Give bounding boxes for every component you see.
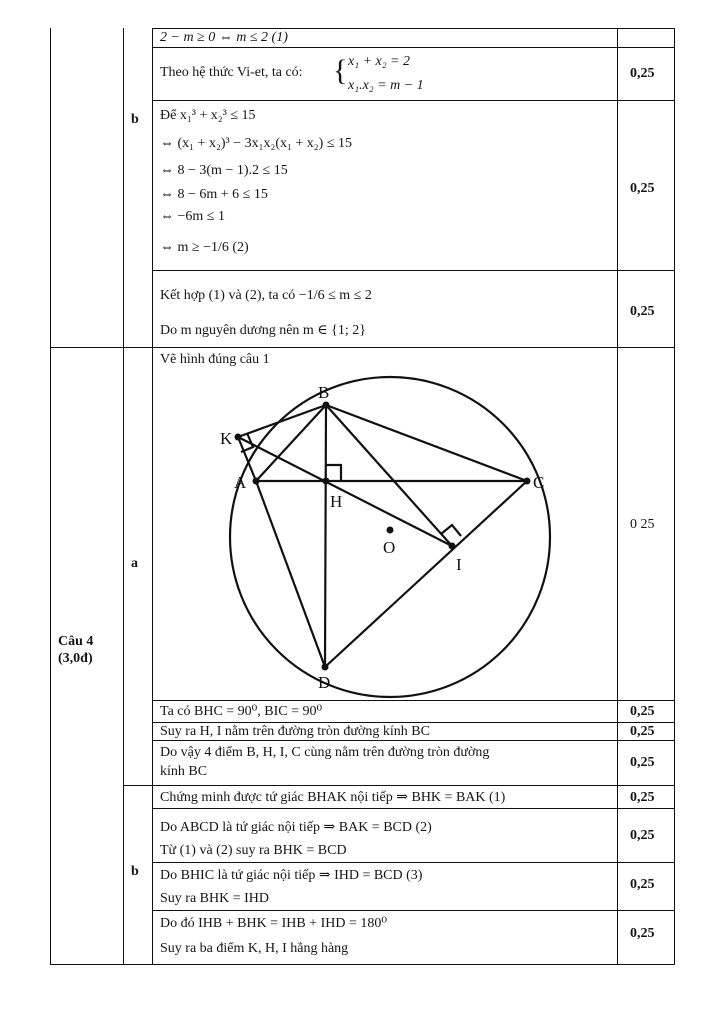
proof-line: Từ (1) và (2) suy ra BHK = BCD <box>160 843 347 858</box>
table-col-divider-3 <box>617 28 618 965</box>
row-line <box>152 910 674 911</box>
row-line <box>152 722 674 723</box>
row-line <box>152 100 674 101</box>
right-angle-i <box>441 525 461 536</box>
proof-line: Do ABCD là tứ giác nội tiếp ⇒ BAK = BCD (2) <box>160 820 432 835</box>
combine-line: Kết hợp (1) và (2), ta có −1/6 ≤ m ≤ 2 <box>160 288 372 303</box>
row-line <box>152 862 674 863</box>
math-line: ⇔ 8 − 6m + 6 ≤ 15 <box>160 187 268 202</box>
table-right-border <box>674 28 675 965</box>
score: 0,25 <box>630 304 655 319</box>
table-left-border <box>50 28 51 965</box>
table-bottom-border <box>50 964 675 965</box>
point-k <box>235 434 242 441</box>
row-line <box>152 700 674 701</box>
point-d <box>322 664 329 671</box>
question-label: Câu 4 <box>58 634 94 649</box>
math-line: ⇔ 8 − 3(m − 1).2 ≤ 15 <box>160 163 288 178</box>
label-a: A <box>234 473 247 492</box>
point-o <box>387 527 394 534</box>
score: 0,25 <box>630 828 655 843</box>
circle-o <box>230 377 550 697</box>
score: 0,25 <box>630 926 655 941</box>
table-col-divider-2 <box>152 28 153 965</box>
row-line <box>152 47 674 48</box>
table-col-divider-1 <box>123 28 124 965</box>
part-label-b: b <box>131 864 139 879</box>
proof-line: Do BHIC là tứ giác nội tiếp ⇒ IHD = BCD (3) <box>160 868 423 883</box>
row-line <box>152 808 674 809</box>
point-c <box>524 478 531 485</box>
proof-line: Chứng minh được tứ giác BHAK nội tiếp ⇒ BHK = BAK (1) <box>160 790 506 805</box>
score: 0 25 <box>630 517 655 532</box>
label-k: K <box>220 429 233 448</box>
segment-dc <box>325 481 527 667</box>
proof-line: kính BC <box>160 764 208 779</box>
math-line: ⇔ −6m ≤ 1 <box>160 209 225 224</box>
row-line <box>152 270 674 271</box>
segment-bi <box>326 405 452 546</box>
segment-bd <box>325 405 326 667</box>
proof-line: Do đó IHB + BHK = IHB + IHD = 180⁰ <box>160 916 387 931</box>
part-label-b: b <box>131 112 139 127</box>
score: 0,25 <box>630 66 655 81</box>
segment-kb <box>238 405 326 437</box>
point-i <box>449 543 456 550</box>
subsection-divider <box>123 785 674 786</box>
proof-line: Suy ra BHK = IHD <box>160 891 269 906</box>
row-line <box>152 28 674 29</box>
label-b: B <box>318 383 330 402</box>
segment-bc <box>326 405 527 481</box>
geometry-figure <box>200 370 560 700</box>
point-h <box>323 478 330 485</box>
figure-title: Vẽ hình đúng câu 1 <box>160 352 270 367</box>
math-line: Để x₁³ + x₂³ ≤ 15 <box>160 108 256 123</box>
segment-ki <box>238 437 452 546</box>
vieta-intro: Theo hệ thức Vi-et, ta có: <box>160 65 303 80</box>
proof-line: Suy ra ba điểm K, H, I hẳng hàng <box>160 941 349 956</box>
segment-ba <box>256 405 326 481</box>
label-o: O <box>383 538 396 557</box>
score: 0,25 <box>630 755 655 770</box>
score: 0,25 <box>630 877 655 892</box>
system-brace: { <box>333 54 348 87</box>
vieta-product: x₁.x₂ = m − 1 <box>348 78 424 93</box>
label-d: D <box>318 673 331 692</box>
vieta-sum: x₁ + x₂ = 2 <box>348 54 411 69</box>
proof-line: Ta có BHC = 90⁰, BIC = 90⁰ <box>160 704 323 719</box>
condition-line: 2 − m ≥ 0 ⇔ m ≤ 2 (1) <box>160 30 288 45</box>
math-line: ⇔ m ≥ −1/6 (2) <box>160 240 249 255</box>
point-b <box>323 402 330 409</box>
point-a <box>253 478 260 485</box>
score: 0,25 <box>630 704 655 719</box>
label-i: I <box>456 555 462 574</box>
section-divider <box>50 347 674 348</box>
math-line: ⇔ (x₁ + x₂)³ − 3x₁x₂(x₁ + x₂) ≤ 15 <box>160 136 353 151</box>
part-label-a: a <box>131 556 138 571</box>
question-points: (3,0đ) <box>58 651 93 666</box>
score: 0,25 <box>630 181 655 196</box>
row-line <box>152 740 674 741</box>
score: 0,25 <box>630 790 655 805</box>
label-h: H <box>330 492 343 511</box>
proof-line: Do vậy 4 điểm B, H, I, C cùng nằm trên đường tròn đường <box>160 745 490 760</box>
conclusion-line: Do m nguyên dương nên m ∈ {1; 2} <box>160 323 367 338</box>
proof-line: Suy ra H, I nằm trên đường tròn đường kính BC <box>160 724 430 739</box>
label-c: C <box>533 473 545 492</box>
score: 0,25 <box>630 724 655 739</box>
